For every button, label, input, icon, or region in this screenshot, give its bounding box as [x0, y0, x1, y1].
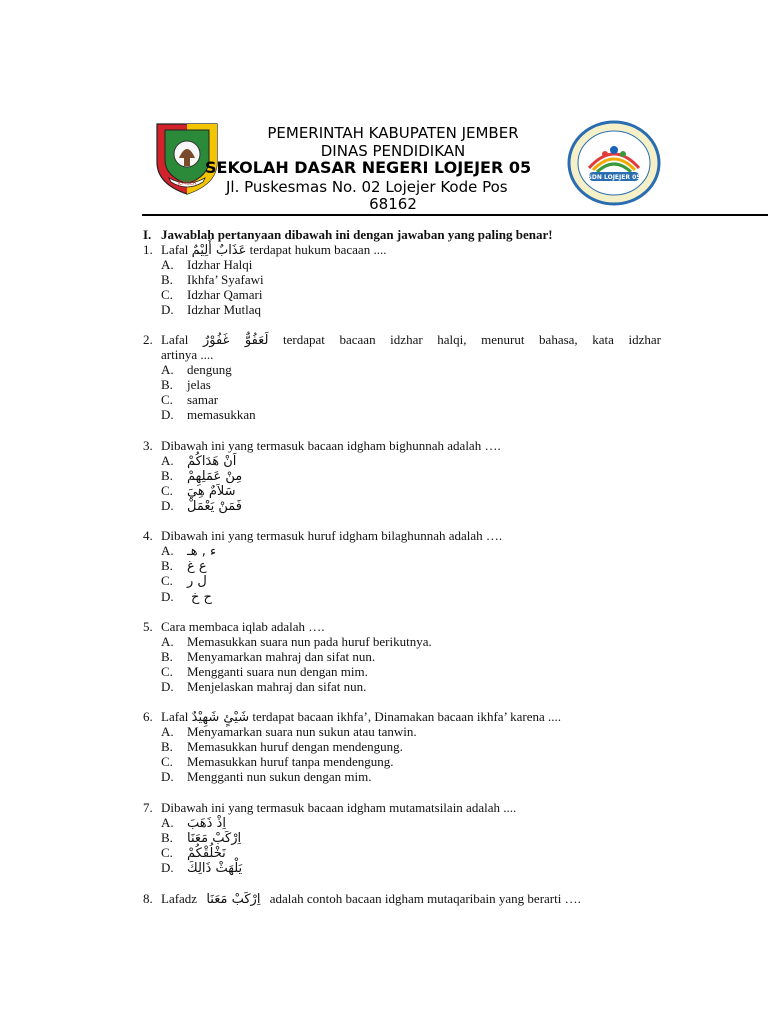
q7-option-c[interactable]: C. نَخْلُقْكُمْ [161, 845, 226, 861]
instruction: I. Jawablah pertanyaan dibawah ini dengan jawaban yang paling benar! [143, 227, 553, 242]
header-postal-code: 68162 [369, 195, 417, 213]
q7-option-b[interactable]: B. اِرْكَبْ مَعَنَا [161, 830, 242, 846]
arabic-text: لَعَفُوٌّ غَفُوْرٌ [203, 333, 269, 348]
question-5: 5. Cara membaca iqlab adalah …. [143, 619, 325, 634]
q2-option-d[interactable]: D. memasukkan [161, 407, 256, 422]
school-logo [567, 120, 661, 206]
q1-option-a[interactable]: A. Idzhar Halqi [161, 257, 253, 272]
q2-option-c[interactable]: C. samar [161, 392, 219, 407]
q1-option-d[interactable]: D. Idzhar Mutlaq [161, 302, 262, 317]
question-2: 2. Lafal لَعَفُوٌّ غَفُوْرٌ terdapat bacaan idzhar halqi, menurut bahasa, kata idzhar [143, 332, 662, 348]
q7-option-a[interactable]: A. اِذْ ذَهَبَ [161, 815, 226, 831]
q5-option-a[interactable]: A. Memasukkan suara nun pada huruf berikutnya. [161, 634, 432, 649]
q4-option-d[interactable]: D. ح خ [161, 589, 212, 605]
header-address: Jl. Puskesmas No. 02 Lojejer Kode Pos [226, 178, 508, 196]
header-government: PEMERINTAH KABUPATEN JEMBER [267, 124, 519, 142]
q7-option-d[interactable]: D. يَلْهَثْ ذَالِكَ [161, 860, 243, 876]
q1-option-c[interactable]: C. Idzhar Qamari [161, 287, 263, 302]
arabic-text: عَذَابٌ أَلِيْمٌ [191, 243, 247, 258]
question-7: 7. Dibawah ini yang termasuk bacaan idgham mutamatsilain adalah .... [143, 800, 517, 815]
q2-option-a[interactable]: A. dengung [161, 362, 232, 377]
arabic-text: اِرْكَبْ مَعَنَا [206, 892, 261, 907]
question-1: 1. Lafal عَذَابٌ أَلِيْمٌ terdapat hukum bacaan .... [143, 242, 387, 258]
question-6: 6. Lafal شَيْئٍ شَهِيْدٌ terdapat bacaan ikhfa’, Dinamakan bacaan ikhfa’ karena .... [143, 709, 562, 725]
header-department: DINAS PENDIDIKAN [320, 142, 466, 160]
q3-option-b[interactable]: B. مِنْ عَمَلِهِمْ [161, 468, 243, 484]
q2-option-b[interactable]: B. jelas [161, 377, 211, 392]
q4-option-a[interactable]: A. ء , هـ [161, 543, 217, 559]
q4-option-b[interactable]: B. ع غ [161, 558, 207, 574]
q3-option-c[interactable]: C. سَلاَمٌ هِيَ [161, 483, 236, 499]
left-logo-text: JEMBER [177, 180, 197, 187]
q5-option-d[interactable]: D. Menjelaskan mahraj dan sifat nun. [161, 679, 367, 694]
q6-option-d[interactable]: D. Mengganti nun sukun dengan mim. [161, 769, 372, 784]
q5-option-b[interactable]: B. Menyamarkan mahraj dan sifat nun. [161, 649, 376, 664]
q6-option-c[interactable]: C. Memasukkan huruf tanpa mendengung. [161, 754, 394, 769]
q3-option-a[interactable]: A. اَنْ هَدَاكُمْ [161, 453, 237, 469]
question-2-continuation: artinya .... [161, 347, 214, 362]
q1-option-b[interactable]: B. Ikhfa’ Syafawi [161, 272, 264, 287]
q4-option-c[interactable]: C. ل ر [161, 573, 207, 589]
right-logo-text: SDN LOJEJER 05 [587, 173, 641, 181]
q3-option-d[interactable]: D. فَمَنْ يَعْمَلْ [161, 498, 243, 514]
q5-option-c[interactable]: C. Mengganti suara nun dengan mim. [161, 664, 368, 679]
header-divider [142, 214, 768, 216]
q6-option-a[interactable]: A. Menyamarkan suara nun sukun atau tanwin. [161, 724, 417, 739]
question-8: 8. Lafadz اِرْكَبْ مَعَنَا adalah contoh bacaan idgham mutaqaribain yang berarti …. [143, 891, 581, 907]
question-4: 4. Dibawah ini yang termasuk huruf idgham bilaghunnah adalah …. [143, 528, 503, 543]
arabic-text: شَيْئٍ شَهِيْدٌ [191, 710, 250, 725]
header-school-name: SEKOLAH DASAR NEGERI LOJEJER 05 [205, 158, 532, 177]
q6-option-b[interactable]: B. Memasukkan huruf dengan mendengung. [161, 739, 403, 754]
question-3: 3. Dibawah ini yang termasuk bacaan idgham bighunnah adalah …. [143, 438, 501, 453]
